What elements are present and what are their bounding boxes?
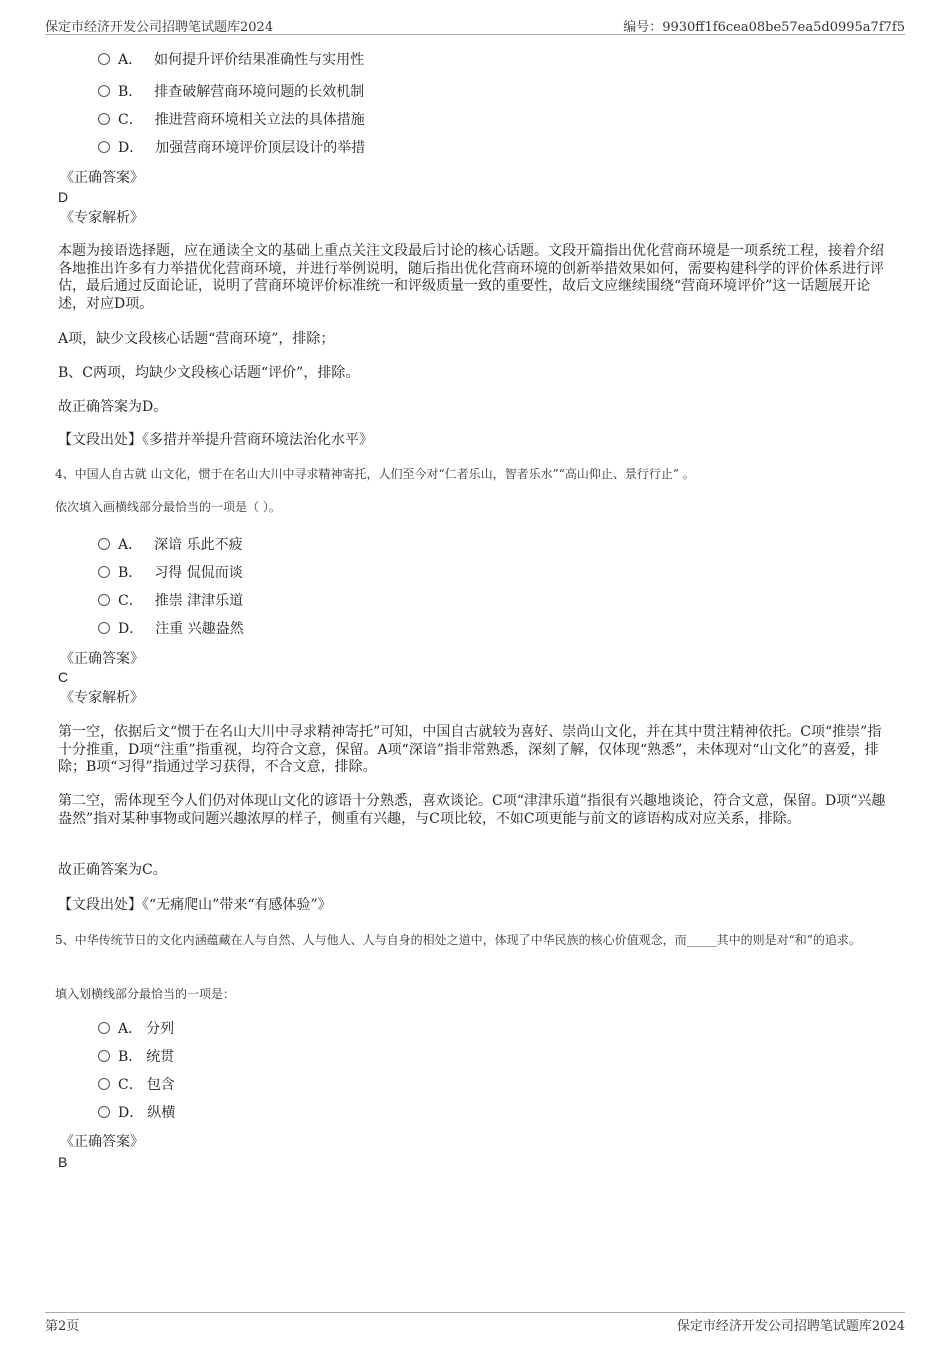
analysis-label: 《专家解析》: [60, 690, 144, 706]
analysis-paragraph: A项，缺少文段核心话题“营商环境”，排除；: [58, 331, 335, 347]
radio-icon[interactable]: [98, 1022, 110, 1034]
radio-icon[interactable]: [98, 538, 110, 550]
header-code: 编号：9930ff1f6cea08be57ea5d0995a7f7f5: [623, 20, 905, 35]
radio-icon[interactable]: [98, 141, 110, 153]
q3-option-a[interactable]: A． 如何提升评价结果准确性与实用性: [98, 51, 364, 69]
q3-option-d[interactable]: D． 加强营商环境评价顶层设计的举措: [98, 139, 365, 157]
q4-option-c[interactable]: C． 推崇 津津乐道: [98, 592, 243, 610]
radio-icon[interactable]: [98, 566, 110, 578]
question-5-prompt: 填入划横线部分最恰当的一项是：: [55, 987, 236, 1001]
radio-icon[interactable]: [98, 1078, 110, 1090]
analysis-paragraph: B、C两项，均缺少文段核心话题“评价”，排除。: [58, 365, 360, 381]
q4-option-b[interactable]: B． 习得 侃侃而谈: [98, 564, 243, 582]
source-citation: 【文段出处】《“无痛爬山”带来“有感体验”》: [58, 897, 332, 913]
question-4-text: 4、中国人自古就 山文化，惯于在名山大川中寻求精神寄托，人们至今对“仁者乐山，智者乐水”“高山仰止、景行行止” 。: [55, 467, 695, 481]
q5-option-d[interactable]: D． 纵横: [98, 1104, 175, 1122]
page-number: 第2页: [45, 1319, 80, 1334]
q5-option-b[interactable]: B． 统贯: [98, 1048, 174, 1066]
radio-icon[interactable]: [98, 53, 110, 65]
radio-icon[interactable]: [98, 622, 110, 634]
answer-label: 《正确答案》: [60, 170, 144, 186]
answer-value: B: [58, 1154, 68, 1170]
q4-option-a[interactable]: A． 深谙 乐此不疲: [98, 536, 243, 554]
q4-option-d[interactable]: D． 注重 兴趣盎然: [98, 620, 244, 638]
source-citation: 【文段出处】《多措并举提升营商环境法治化水平》: [58, 432, 373, 448]
analysis-paragraph: 故正确答案为D。: [58, 399, 168, 415]
answer-label: 《正确答案》: [60, 651, 144, 667]
analysis-label: 《专家解析》: [60, 210, 144, 226]
radio-icon[interactable]: [98, 594, 110, 606]
radio-icon[interactable]: [98, 85, 110, 97]
q5-option-a[interactable]: A． 分列: [98, 1020, 174, 1038]
radio-icon[interactable]: [98, 113, 110, 125]
question-5-text: 5、中华传统节日的文化内涵蕴藏在人与自然、人与他人、人与自身的相处之道中，体现了中华民族的核心价值观念，而_____其中的则是对“和”的追求。: [55, 933, 861, 947]
analysis-paragraph: 第二空，需体现至今人们仍对体现山文化的谚语十分熟悉，喜欢谈论。C项“津津乐道”指很有兴趣地谈论，符合文意，保留。D项“兴趣盎然”指对某种事物或问题兴趣浓厚的样子，侧重有兴趣，与C项比较，不如C项更能与前文的谚语构成对应关系，排除。: [58, 793, 886, 827]
q3-option-c[interactable]: C． 推进营商环境相关立法的具体措施: [98, 111, 365, 129]
page-header: [45, 14, 905, 35]
header-title: 保定市经济开发公司招聘笔试题库2024: [45, 20, 274, 35]
q5-option-c[interactable]: C． 包含: [98, 1076, 175, 1094]
q3-option-b[interactable]: B． 排查破解营商环境问题的长效机制: [98, 83, 364, 101]
radio-icon[interactable]: [98, 1050, 110, 1062]
analysis-paragraph: 第一空，依据后文“惯于在名山大川中寻求精神寄托”可知，中国自古就较为喜好、崇尚山文化，并在其中贯注精神依托。C项“推崇”指十分推重，D项“注重”指重视，均符合文意，保留。A项“深谙”指非常熟悉，深刻了解，仅体现“熟悉”，未体现对“山文化”的喜爱，排除；B项“习得”指通过学习获得，不合文意，排除。: [58, 724, 882, 775]
question-4-prompt: 依次填入画横线部分最恰当的一项是（ ）。: [55, 500, 281, 514]
radio-icon[interactable]: [98, 1106, 110, 1118]
answer-label: 《正确答案》: [60, 1134, 144, 1150]
answer-value: D: [58, 189, 69, 205]
analysis-paragraph: 故正确答案为C。: [58, 862, 167, 878]
answer-value: C: [58, 669, 69, 685]
page-footer: [45, 1312, 905, 1335]
analysis-paragraph: 本题为接语选择题，应在通读全文的基础上重点关注文段最后讨论的核心话题。文段开篇指出优化营商环境是一项系统工程，接着介绍各地推出许多有力举措优化营商环境，并进行举例说明，随后指出优化营商环境的创新举措效果如何，需要构建科学的评价体系进行评估，最后通过反面论证，说明了营商环境评价标准统一和评级质量一致的重要性，故后文应继续围绕“营商环境评价”这一话题展开论述，对应D项。: [58, 243, 884, 312]
footer-title: 保定市经济开发公司招聘笔试题库2024: [676, 1319, 905, 1334]
